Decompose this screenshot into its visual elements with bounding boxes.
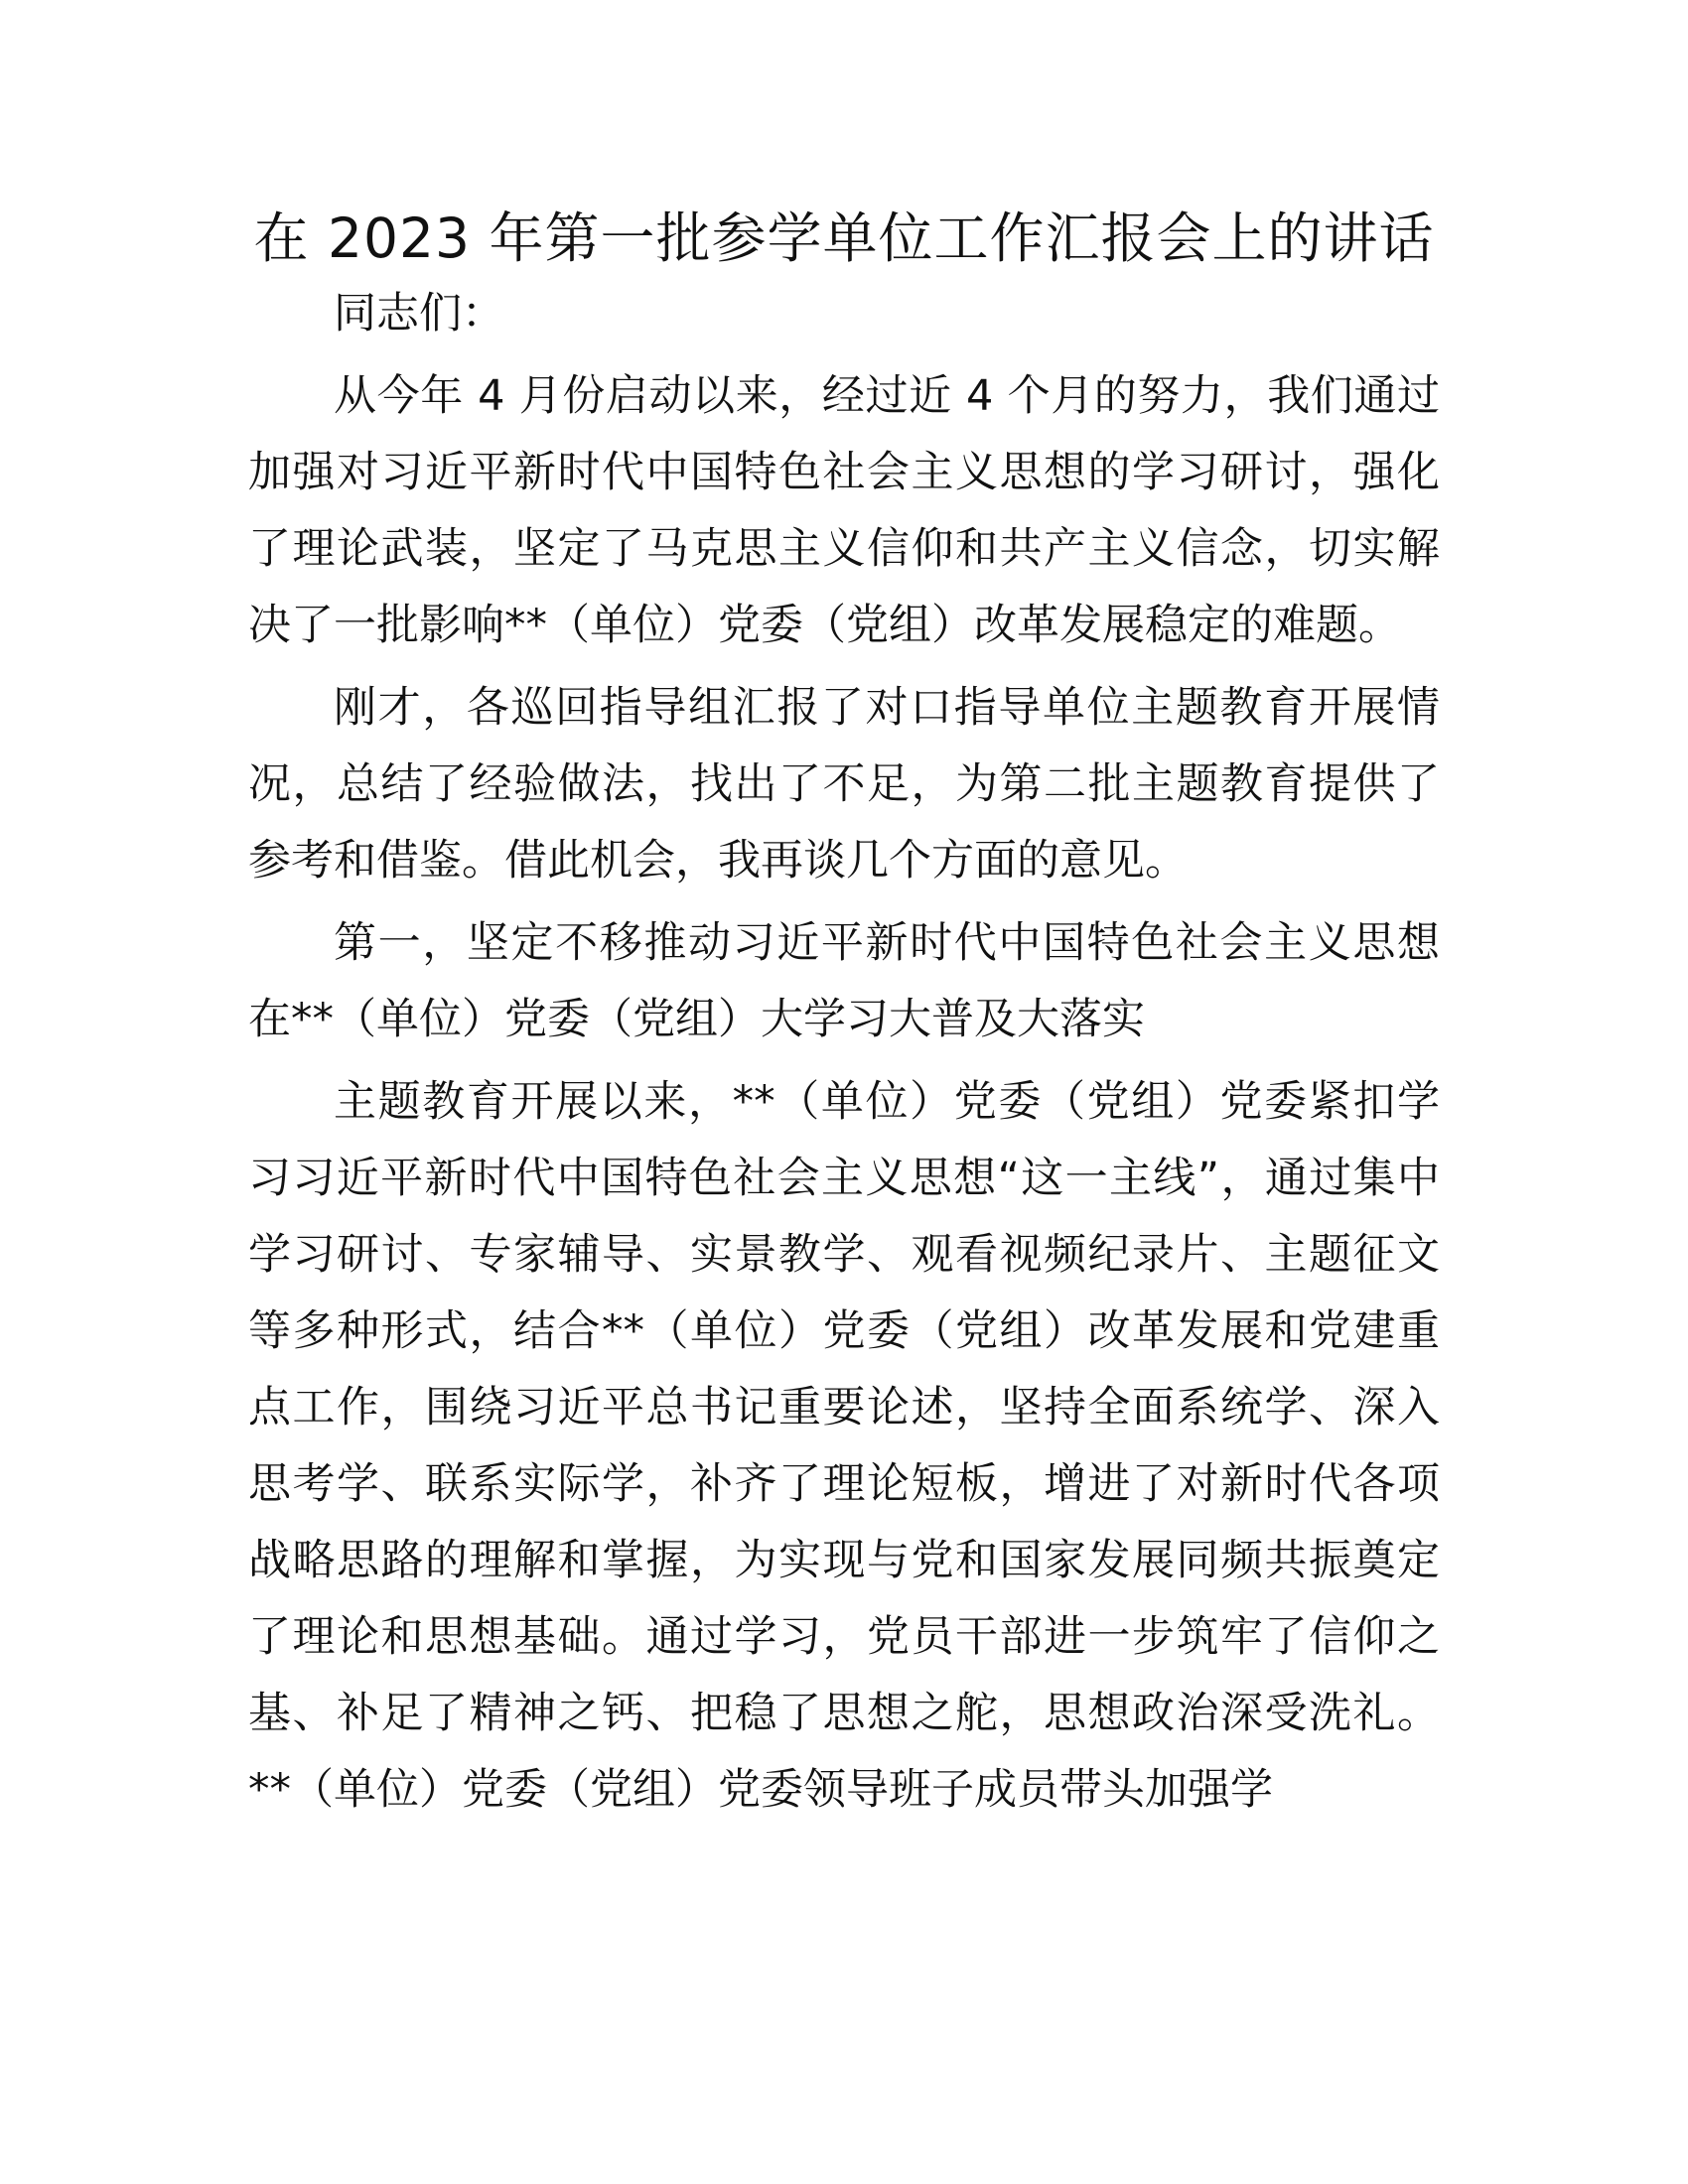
section-heading-first: 第一，坚定不移推动习近平新时代中国特色社会主义思想在**（单位）党委（党组）大学习大普及大落实 (248, 918, 1440, 1044)
context-paragraph: 刚才，各巡回指导组汇报了对口指导单位主题教育开展情况，总结了经验做法，找出了不足，为第二批主题教育提供了参考和借鉴。借此机会，我再谈几个方面的意见。 (248, 683, 1440, 886)
document-title: 在 2023 年第一批参学单位工作汇报会上的讲话 (253, 206, 1435, 270)
document-body (248, 276, 1440, 1835)
body-paragraph: 主题教育开展以来，**（单位）党委（党组）党委紧扣学习习近平新时代中国特色社会主义思想“这一主线”，通过集中学习研讨、专家辅导、实景教学、观看视频纪录片、主题征文等多种形式，结合**（单位）党委（党组）改革发展和党建重点工作，围绕习近平总书记重要论述，坚持全面系统学、深入思考学、联系实际学，补齐了理论短板，增进了对新时代各项战略思路的理解和掌握，为实现与党和国家发展同频共振奠定了理论和思想基础。通过学习，党员干部进一步筑牢了信仰之基、补足了精神之钙、把稳了思想之舵，思想政治深受洗礼。**（单位）党委（党组）党委领导班子成员带头加强学 (248, 1077, 1440, 1815)
salutation-paragraph: 同志们： (334, 289, 504, 339)
intro-paragraph: 从今年 4 月份启动以来，经过近 4 个月的努力，我们通过加强对习近平新时代中国特色社会主义思想的学习研讨，强化了理论武装，坚定了马克思主义信仰和共产主义信念，切实解决了一批影响**（单位）党委（党组）改革发展稳定的难题。 (248, 371, 1440, 650)
